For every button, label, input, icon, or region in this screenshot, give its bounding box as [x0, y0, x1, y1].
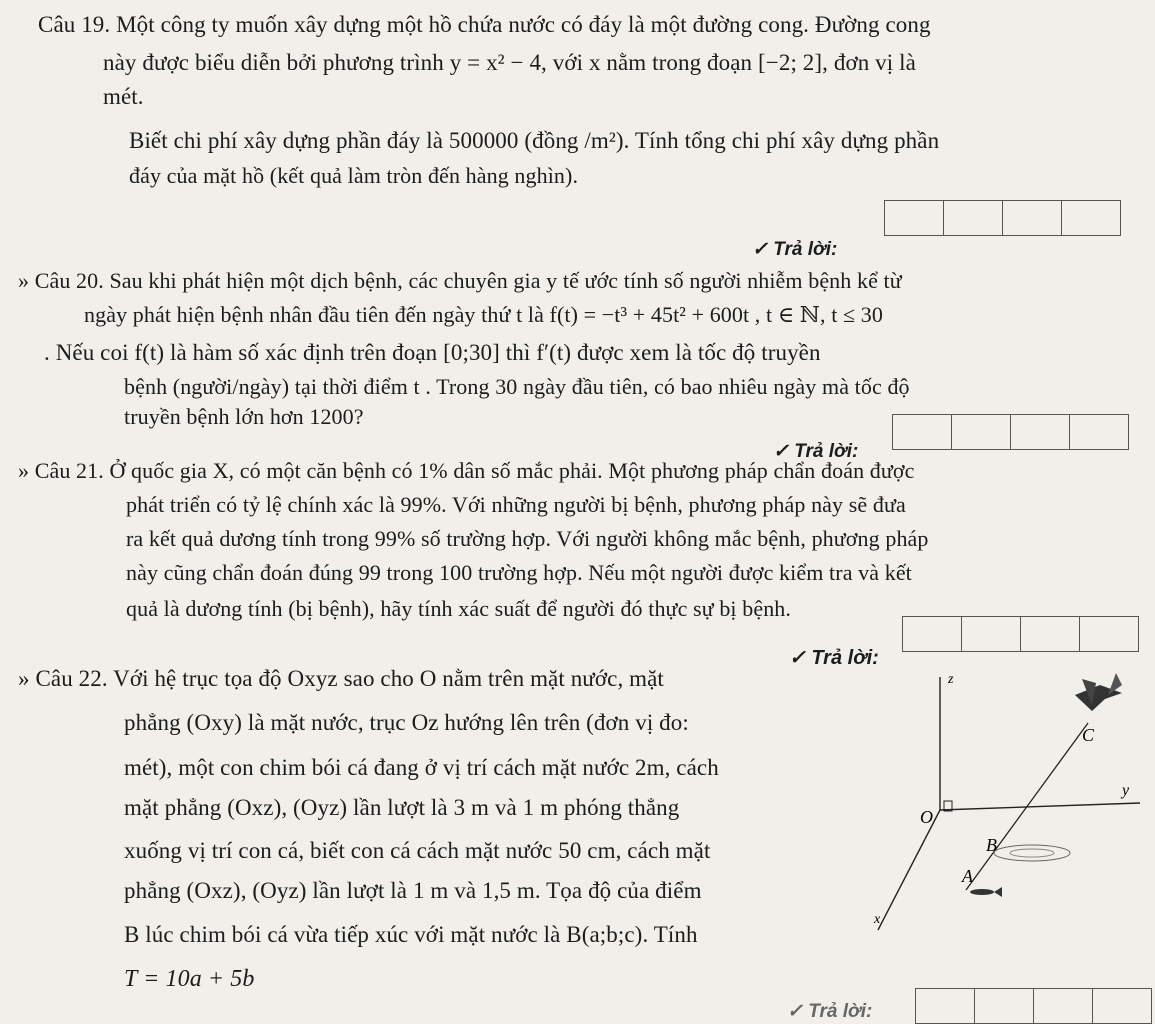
- q22-line-3: mét), một con chim bói cá đang ở vị trí cách mặt nước 2m, cách: [124, 755, 719, 780]
- label-C: C: [1082, 725, 1095, 745]
- q21-answer-label: ✓ Trả lời:: [789, 647, 879, 669]
- q19-line-4: Biết chi phí xây dựng phần đáy là 500000 (đồng /m²). Tính tổng chi phí xây dựng phần: [129, 128, 940, 153]
- label-y: y: [1122, 782, 1130, 799]
- q22-line-6: phẳng (Oxz), (Oyz) lần lượt là 1 m và 1,5 m. Tọa độ của điểm: [124, 878, 702, 903]
- fish-icon: [970, 887, 1002, 897]
- q19-line-1: Câu 19. Một công ty muốn xây dựng một hồ chứa nước có đáy là một đường cong. Đường cong: [38, 12, 931, 37]
- q19-line-5: đáy của mặt hồ (kết quả làm tròn đến hàng nghìn).: [129, 163, 579, 188]
- kingfisher-bird-icon: [1075, 673, 1122, 711]
- water-ripple-inner: [1010, 849, 1054, 857]
- coordinate-figure: [860, 665, 1150, 945]
- q20-line-3: . Nếu coi f(t) là hàm số xác định trên đoạn [0;30] thì f′(t) được xem là tốc độ truyền: [44, 340, 821, 365]
- q19-answer-label: ✓ Trả lời:: [752, 239, 838, 260]
- q20-line-2: ngày phát hiện bệnh nhân đầu tiên đến ngày thứ t là f(t) = −t³ + 45t² + 600t , t ∈ ℕ, t ≤ 30: [84, 302, 883, 327]
- q22-answer-label: ✓ Trả lời:: [787, 1001, 873, 1022]
- q20-line-1: » Câu 20. Sau khi phát hiện một dịch bệnh, các chuyên gia y tế ước tính số người nhiễm bệnh kể từ: [18, 268, 902, 293]
- q22-line-8: T = 10a + 5b: [124, 966, 255, 992]
- dive-path-line: [966, 723, 1088, 890]
- label-B: B: [986, 835, 997, 855]
- q21-line-2: phát triển có tỷ lệ chính xác là 99%. Với những người bị bệnh, phương pháp này sẽ đưa: [126, 492, 906, 517]
- q22-line-4: mặt phẳng (Oxz), (Oyz) lần lượt là 3 m và 1 m phóng thẳng: [124, 795, 680, 820]
- q20-answer-box[interactable]: [892, 414, 1129, 450]
- q21-line-1: » Câu 21. Ở quốc gia X, có một căn bệnh có 1% dân số mắc phải. Một phương pháp chẩn đoán được: [18, 458, 915, 483]
- q19-line-3: mét.: [103, 84, 144, 109]
- label-z: z: [948, 672, 954, 687]
- q22-line-7: B lúc chim bói cá vừa tiếp xúc với mặt nước là B(a;b;c). Tính: [124, 922, 698, 947]
- label-x: x: [874, 912, 881, 927]
- label-A: A: [962, 866, 973, 886]
- x-axis: [878, 810, 940, 930]
- q20-line-5: truyền bệnh lớn hơn 1200?: [124, 404, 364, 429]
- q19-answer-box[interactable]: [884, 200, 1121, 236]
- q22-line-2: phẳng (Oxy) là mặt nước, trục Oz hướng lên trên (đơn vị đo:: [124, 710, 689, 735]
- q20-line-4: bệnh (người/ngày) tại thời điểm t . Trong 30 ngày đầu tiên, có bao nhiêu ngày mà tốc độ: [124, 374, 910, 399]
- q22-line-1: » Câu 22. Với hệ trục tọa độ Oxyz sao cho O nằm trên mặt nước, mặt: [18, 666, 664, 691]
- label-O: O: [920, 807, 933, 827]
- y-axis: [940, 803, 1140, 810]
- q21-line-5: quả là dương tính (bị bệnh), hãy tính xác suất để người đó thực sự bị bệnh.: [126, 596, 792, 621]
- q21-line-4: này cũng chẩn đoán đúng 99 trong 100 trường hợp. Nếu một người được kiểm tra và kết: [126, 560, 912, 585]
- q20-answer-label: ✓ Trả lời:: [773, 441, 859, 462]
- water-ripple: [994, 845, 1070, 861]
- q22-answer-box[interactable]: [915, 988, 1152, 1024]
- q22-line-5: xuống vị trí con cá, biết con cá cách mặt nước 50 cm, cách mặt: [124, 838, 711, 863]
- q19-line-2: này được biểu diễn bởi phương trình y = x² − 4, với x nằm trong đoạn [−2; 2], đơn vị là: [103, 50, 916, 75]
- q21-answer-box[interactable]: [902, 616, 1139, 652]
- q21-line-3: ra kết quả dương tính trong 99% số trường hợp. Với người không mắc bệnh, phương pháp: [126, 526, 929, 551]
